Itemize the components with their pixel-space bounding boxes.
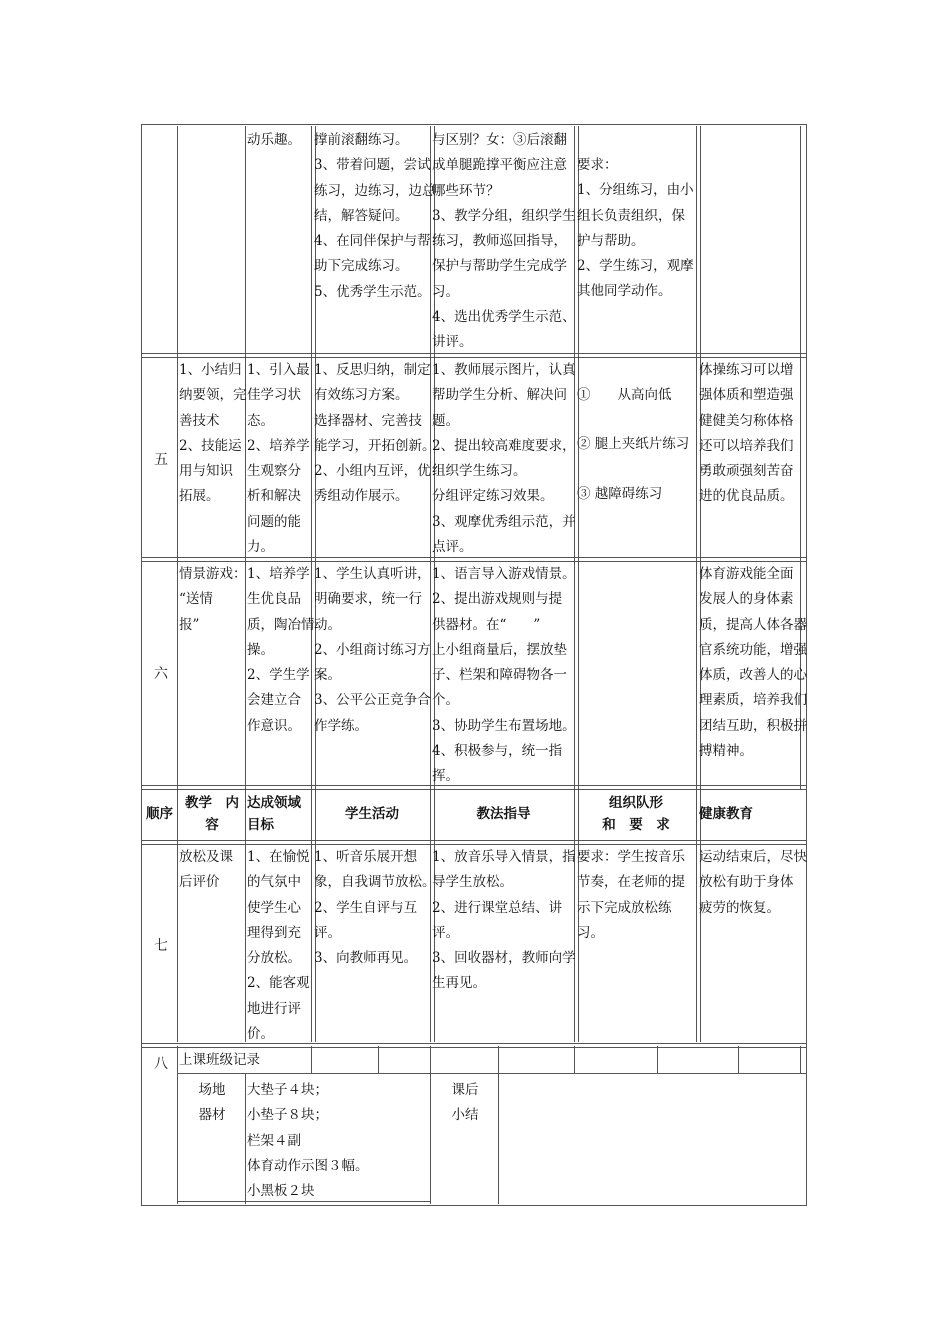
five-goals: 1、引入最 佳学习状 态。 2、培养学 生观察分 析和解决 问题的能 力。: [247, 362, 310, 556]
six-content: 情景游戏： “送情 报”: [179, 566, 247, 633]
six-goals: 1、培养学 生优良品 质，陶冶情 操。 2、学生学 会建立合 作意识。: [247, 566, 315, 734]
row8-line-d: [378, 1046, 379, 1074]
seven-goals: 1、在愉悦 的气氛中 使学生心 理得到充 分放松。 2、能客观 地进行评 价。: [247, 849, 310, 1043]
five-content: 1、小结归 纳要领，完 善技术 2、技能运 用与知识 拓展。: [179, 362, 247, 505]
row-seven-number: 七: [154, 938, 168, 954]
row8-line-c: [311, 1046, 312, 1074]
row8-line-b: [177, 1046, 178, 1204]
header-student-activity: 学生活动: [345, 806, 399, 822]
equipment-list: 大垫子４块； 小垫子８块； 栏架４副 体育动作示图３幅。 小黑板２块: [247, 1082, 369, 1200]
row8-line-a: [178, 1073, 806, 1074]
cont-c2: 动乐趣。: [247, 132, 301, 148]
row8-line-k: [245, 1074, 246, 1204]
seven-student-activity: 1、听音乐展开想 象，自我调节放松。 2、学生自评与互 评。 3、向教师再见。: [314, 849, 436, 967]
seven-health: 运动结束后，尽快 放松有助于身体 疲劳的恢复。: [699, 849, 807, 916]
header-formation: 组织队形 和 要 求: [602, 795, 670, 833]
row-eight-number: 八: [154, 1056, 168, 1072]
six-student-activity: 1、学生认真听讲， 明确要求，统一行 动。 2、小组商讨练习方 案。 3、公平公正竞争合 作学练。: [314, 566, 431, 734]
row8-line-j: [800, 1046, 801, 1074]
venue-equipment-label: 场地 器材: [198, 1082, 226, 1124]
seven-content: 放松及课 后评价: [179, 849, 233, 891]
lesson-summary-label: 课后 小结: [451, 1082, 479, 1124]
row8-line-e: [430, 1046, 431, 1204]
five-health: 体操练习可以增 强体质和塑造强 健健美匀称体格 还可以培养我们 勇敢顽强刻苦奋 进的优良品质。: [699, 362, 794, 505]
row8-line-f: [498, 1046, 499, 1074]
header-goals: 达成领域 目标: [247, 795, 301, 833]
class-record-label: 上课班级记录: [179, 1052, 260, 1068]
six-teaching-guide: 1、语言导入游戏情景。 2、提出游戏规则与提 供器材。在“ ” 上小组商量后，摆放垫 子、栏架和障碍物各一 个。 3、协助学生布置场地。 4、积极参与，统一指 挥。: [432, 566, 576, 785]
header-content: 教学 内 容: [185, 795, 239, 833]
five-formation-1: ① 从高向低: [577, 387, 672, 403]
seven-formation: 要求：学生按音乐 节奏，在老师的提 示下完成放松练 习。: [577, 849, 685, 941]
five-formation-2: ② 腿上夹纸片练习: [577, 436, 690, 452]
row8-line-h: [657, 1046, 658, 1074]
cont-c5: 要求： 1、分组练习，由小 组长负责组织，保 护与帮助。 2、学生练习，观摩 其他同学动作。: [577, 157, 694, 300]
row-six-number: 六: [154, 666, 168, 682]
seven-teaching-guide: 1、放音乐导入情景，指 导学生放松。 2、进行课堂总结、讲 评。 3、回收器材，教师向学 生再见。: [432, 849, 576, 992]
row8-line-g: [574, 1046, 575, 1074]
row8-line-l: [498, 1074, 499, 1204]
row-five-number: 五: [154, 452, 168, 468]
cont-c3: 撑前滚翻练习。 3、带着问题，尝试 练习，边练习，边总 结，解答疑问。 4、在同伴保护与帮 助下完成练习。 5、优秀学生示范。: [314, 132, 436, 300]
five-teaching-guide: 1、教师展示图片，认真 帮助学生分析、解决问 题。 2、提出较高难度要求， 组织学生练习。 分组评定练习效果。 3、观摩优秀组示范，并 点评。: [432, 362, 576, 556]
row8-line-i: [738, 1046, 739, 1074]
col-line-1: [177, 126, 178, 1042]
header-order: 顺序: [146, 806, 173, 822]
five-formation-3: ③ 越障碍练习: [577, 486, 663, 502]
header-health: 健康教育: [699, 806, 753, 822]
cont-c4: 与区别？女：③后滚翻 成单腿跪撑平衡应注意 哪些环节？ 3、教学分组，组织学生 练习，教师巡回指导， 保护与帮助学生完成学 习。 4、选出优秀学生示范、 讲评。: [432, 132, 576, 351]
six-health: 体育游戏能全面 发展人的身体素 质，提高人体各器 官系统功能，增强 体质，改善人的心 理素质，培养我们 团结互助，积极拼 搏精神。: [699, 566, 807, 760]
five-student-activity: 1、反思归纳，制定 有效练习方案。 选择器材、完善技 能学习，开拓创新。 2、小组内互评，优 秀组动作展示。: [314, 362, 436, 505]
header-teaching-guide: 教法指导: [476, 806, 531, 822]
